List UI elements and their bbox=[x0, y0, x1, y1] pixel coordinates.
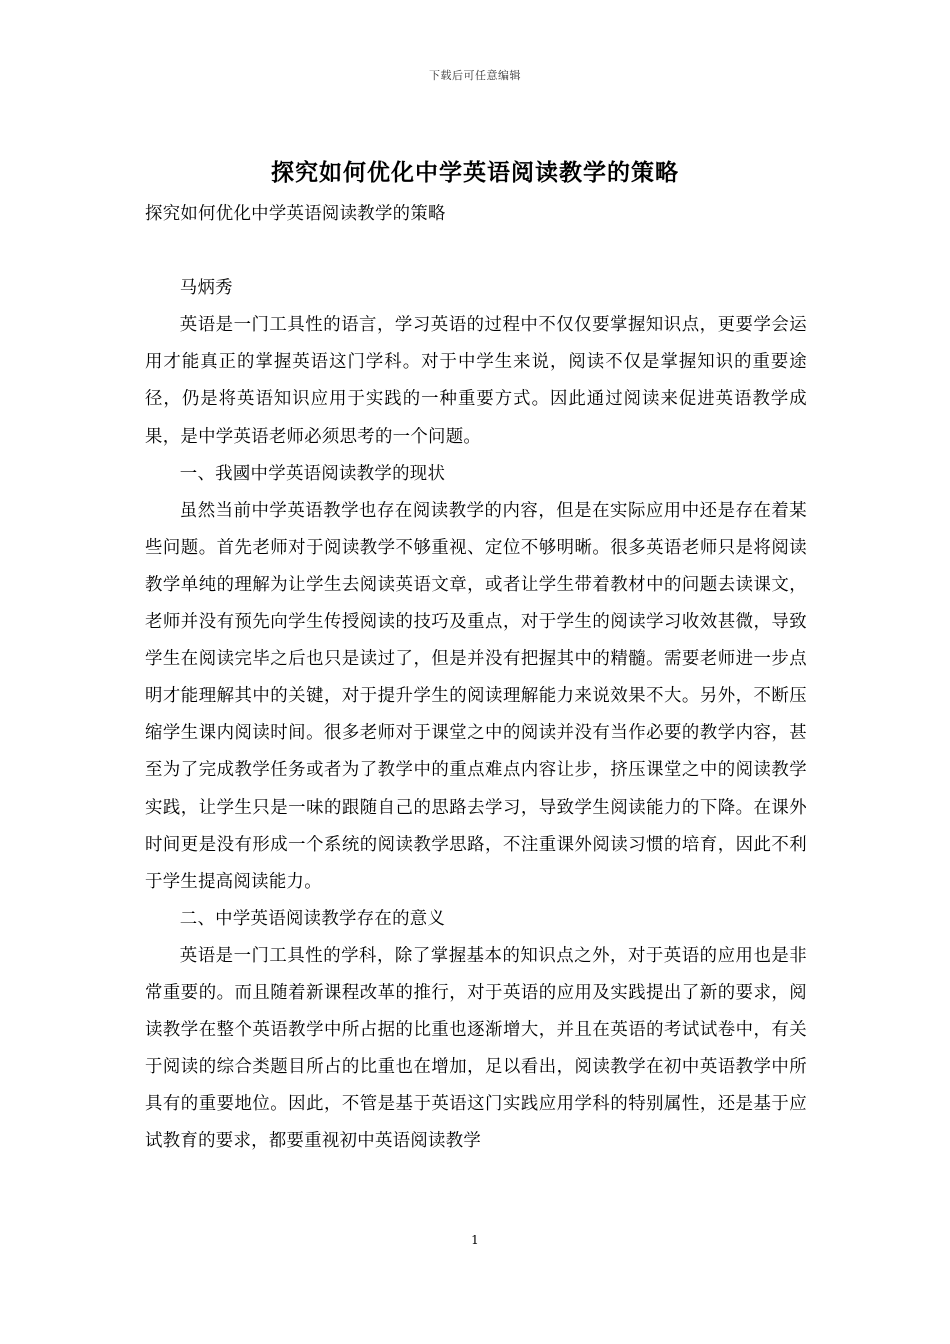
document-body bbox=[145, 196, 807, 1160]
paragraph-significance: 英语是一门工具性的学科，除了掌握基本的知识点之外，对于英语的应用也是非常重要的。而且随着新课程改革的推行，对于英语的应用及实践提出了新的要求，阅读教学在整个英语教学中所占据的比重也逐渐增大，并且在英语的考试试卷中，有关于阅读的综合类题目所占的比重也在增加，足以看出，阅读教学在初中英语教学中所具有的重要地位。因此，不管是基于英语这门实践应用学科的特别属性，还是基于应试教育的要求，都要重视初中英语阅读教学 bbox=[145, 945, 807, 1152]
document-title: 探究如何优化中学英语阅读教学的策略 bbox=[271, 159, 679, 186]
author-name: 马炳秀 bbox=[179, 278, 233, 299]
paragraph-intro: 英语是一门工具性的语言，学习英语的过程中不仅仅要掌握知识点，更要学会运用才能真正的掌握英语这门学科。对于中学生来说，阅读不仅是掌握知识的重要途径，仍是将英语知识应用于实践的一种重要方式。因此通过阅读来促进英语教学成果，是中学英语老师必须思考的一个问题。 bbox=[145, 315, 807, 447]
paragraph-status: 虽然当前中学英语教学也存在阅读教学的内容，但是在实际应用中还是存在着某些问题。首先老师对于阅读教学不够重视、定位不够明晰。很多英语老师只是将阅读教学单纯的理解为让学生去阅读英语文章，或者让学生带着教材中的问题去读课文，老师并没有预先向学生传授阅读的技巧及重点，对于学生的阅读学习收效甚微，导致学生在阅读完毕之后也只是读过了，但是并没有把握其中的精髓。需要老师进一步点明才能理解其中的关键，对于提升学生的阅读理解能力来说效果不大。另外，不断压缩学生课内阅读时间。很多老师对于课堂之中的阅读并没有当作必要的教学内容，甚至为了完成教学任务或者为了教学中的重点难点内容让步，挤压课堂之中的阅读教学实践，让学生只是一味的跟随自己的思路去学习，导致学生阅读能力的下降。在课外时间更是没有形成一个系统的阅读教学思路，不注重课外阅读习惯的培育，因此不利于学生提高阅读能力。 bbox=[145, 500, 807, 892]
section-heading-1: 一、我國中学英语阅读教学的现状 bbox=[179, 463, 446, 484]
header-note: 下载后可任意编辑 bbox=[429, 69, 521, 82]
document-subtitle: 探究如何优化中学英语阅读教学的策略 bbox=[145, 204, 446, 224]
blank-line bbox=[145, 233, 807, 270]
section-heading-2: 二、中学英语阅读教学存在的意义 bbox=[179, 908, 446, 929]
page-number: 1 bbox=[471, 1233, 479, 1247]
